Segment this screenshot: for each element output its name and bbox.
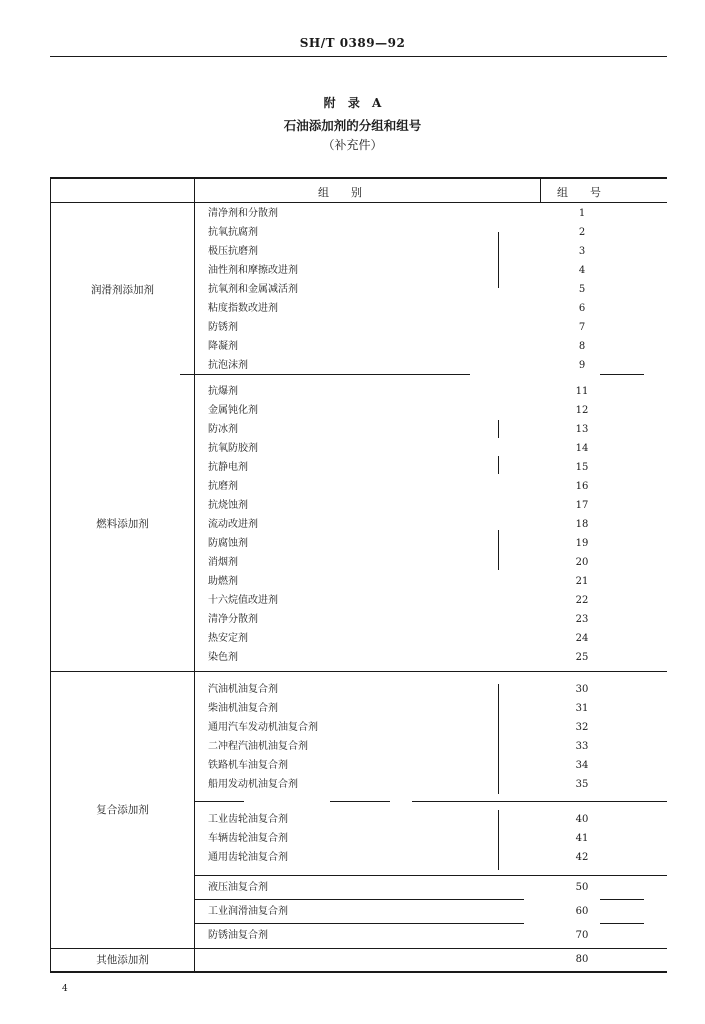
category-separator-1b xyxy=(600,374,644,375)
table-row-name: 工业润滑油复合剂 xyxy=(208,906,288,917)
table-row-number: 32 xyxy=(575,722,589,733)
inner-divider-1 xyxy=(498,232,499,288)
table-row-number: 40 xyxy=(575,814,589,825)
subgroup-separator-3 xyxy=(194,899,524,900)
table-row-number: 23 xyxy=(575,614,589,625)
table-row-name: 染色剂 xyxy=(208,652,238,663)
table-row-number: 16 xyxy=(575,481,589,492)
column-divider-right xyxy=(540,177,541,203)
table-row-number: 19 xyxy=(575,538,589,549)
table-row-number: 80 xyxy=(575,954,589,965)
inner-divider-3 xyxy=(498,456,499,474)
subgroup-separator-3b xyxy=(600,899,644,900)
table-row-number: 2 xyxy=(578,227,586,238)
table-row-name: 防锈油复合剂 xyxy=(208,930,268,941)
table-row-name: 热安定剂 xyxy=(208,633,248,644)
appendix-label: 附 录 A xyxy=(323,96,382,110)
inner-divider-4 xyxy=(498,530,499,570)
category-label-lubricant: 润滑剂添加剂 xyxy=(91,284,154,296)
standard-code: SH/T 0389—92 xyxy=(299,36,406,50)
table-row-name: 清净分散剂 xyxy=(208,614,258,625)
table-row-name: 金属钝化剂 xyxy=(208,405,258,416)
table-row-number: 50 xyxy=(575,882,589,893)
table-row-number: 12 xyxy=(575,405,589,416)
table-row-number: 70 xyxy=(575,930,589,941)
appendix-subtitle: （补充件） xyxy=(322,138,383,152)
column-divider-left xyxy=(194,177,195,972)
table-row-name: 降凝剂 xyxy=(208,341,238,352)
table-row-name: 油性剂和摩擦改进剂 xyxy=(208,265,298,276)
table-row-name: 消烟剂 xyxy=(208,557,238,568)
table-row-number: 60 xyxy=(575,906,589,917)
table-row-number: 1 xyxy=(578,208,586,219)
inner-divider-6 xyxy=(498,810,499,870)
category-label-composite: 复合添加剂 xyxy=(96,804,149,816)
table-row-name: 汽油机油复合剂 xyxy=(208,684,278,695)
table-row-name: 防锈剂 xyxy=(208,322,238,333)
table-row-name: 抗静电剂 xyxy=(208,462,248,473)
table-row-number: 3 xyxy=(578,246,586,257)
table-row-name: 二冲程汽油机油复合剂 xyxy=(208,741,308,752)
table-bottom-border xyxy=(50,971,667,973)
table-row-name: 工业齿轮油复合剂 xyxy=(208,814,288,825)
column-header-group: 组 别 xyxy=(318,186,362,199)
table-row-name: 抗磨剂 xyxy=(208,481,238,492)
table-row-number: 33 xyxy=(575,741,589,752)
table-row-number: 8 xyxy=(578,341,586,352)
table-row-name: 抗氧剂和金属减活剂 xyxy=(208,284,298,295)
table-row-number: 7 xyxy=(578,322,586,333)
table-row-name: 柴油机油复合剂 xyxy=(208,703,278,714)
table-row-name: 液压油复合剂 xyxy=(208,882,268,893)
table-row-number: 20 xyxy=(575,557,589,568)
table-row-number: 21 xyxy=(575,576,589,587)
table-row-number: 41 xyxy=(575,833,589,844)
subgroup-separator-4 xyxy=(194,923,524,924)
table-row-number: 18 xyxy=(575,519,589,530)
table-row-number: 11 xyxy=(575,386,589,397)
table-row-name: 清净剂和分散剂 xyxy=(208,208,278,219)
subgroup-separator-1b xyxy=(330,801,390,802)
table-row-number: 5 xyxy=(578,284,586,295)
table-row-name: 抗氧抗腐剂 xyxy=(208,227,258,238)
table-row-number: 42 xyxy=(575,852,589,863)
category-label-other: 其他添加剂 xyxy=(96,954,149,966)
inner-divider-5 xyxy=(498,684,499,794)
table-row-name: 通用汽车发动机油复合剂 xyxy=(208,722,318,733)
table-row-name: 抗爆剂 xyxy=(208,386,238,397)
table-row-number: 13 xyxy=(575,424,589,435)
table-row-number: 14 xyxy=(575,443,589,454)
table-header-rule xyxy=(50,202,667,203)
appendix-title: 石油添加剂的分组和组号 xyxy=(283,118,422,133)
table-row-number: 24 xyxy=(575,633,589,644)
page-number: 4 xyxy=(62,984,68,994)
table-row-name: 十六烷值改进剂 xyxy=(208,595,278,606)
table-row-name: 抗氧防胶剂 xyxy=(208,443,258,454)
table-row-name: 助燃剂 xyxy=(208,576,238,587)
table-row-name: 防冰剂 xyxy=(208,424,238,435)
table-row-name: 抗泡沫剂 xyxy=(208,360,248,371)
table-row-number: 17 xyxy=(575,500,589,511)
table-row-number: 34 xyxy=(575,760,589,771)
table-row-name: 车辆齿轮油复合剂 xyxy=(208,833,288,844)
table-row-name: 通用齿轮油复合剂 xyxy=(208,852,288,863)
category-separator-3 xyxy=(50,948,667,949)
table-row-name: 铁路机车油复合剂 xyxy=(208,760,288,771)
subgroup-separator-1c xyxy=(412,801,667,802)
table-row-number: 22 xyxy=(575,595,589,606)
table-row-name: 流动改进剂 xyxy=(208,519,258,530)
table-row-name: 船用发动机油复合剂 xyxy=(208,779,298,790)
subgroup-separator-2 xyxy=(194,875,667,876)
table-row-name: 极压抗磨剂 xyxy=(208,246,258,257)
table-row-number: 6 xyxy=(578,303,586,314)
category-label-fuel: 燃料添加剂 xyxy=(96,518,149,530)
table-row-number: 4 xyxy=(578,265,586,276)
table-row-number: 31 xyxy=(575,703,589,714)
table-row-name: 抗烧蚀剂 xyxy=(208,500,248,511)
category-separator-2 xyxy=(50,671,667,672)
inner-divider-2 xyxy=(498,420,499,438)
category-separator-1 xyxy=(180,374,470,375)
table-row-name: 防腐蚀剂 xyxy=(208,538,248,549)
table-row-number: 9 xyxy=(578,360,586,371)
table-row-number: 30 xyxy=(575,684,589,695)
table-row-number: 25 xyxy=(575,652,589,663)
table-row-number: 15 xyxy=(575,462,589,473)
table-row-number: 35 xyxy=(575,779,589,790)
subgroup-separator-4b xyxy=(600,923,644,924)
table-top-border xyxy=(50,177,667,179)
subgroup-separator-1 xyxy=(194,801,244,802)
column-header-number: 组 号 xyxy=(557,186,601,199)
table-row-name: 粘度指数改进剂 xyxy=(208,303,278,314)
